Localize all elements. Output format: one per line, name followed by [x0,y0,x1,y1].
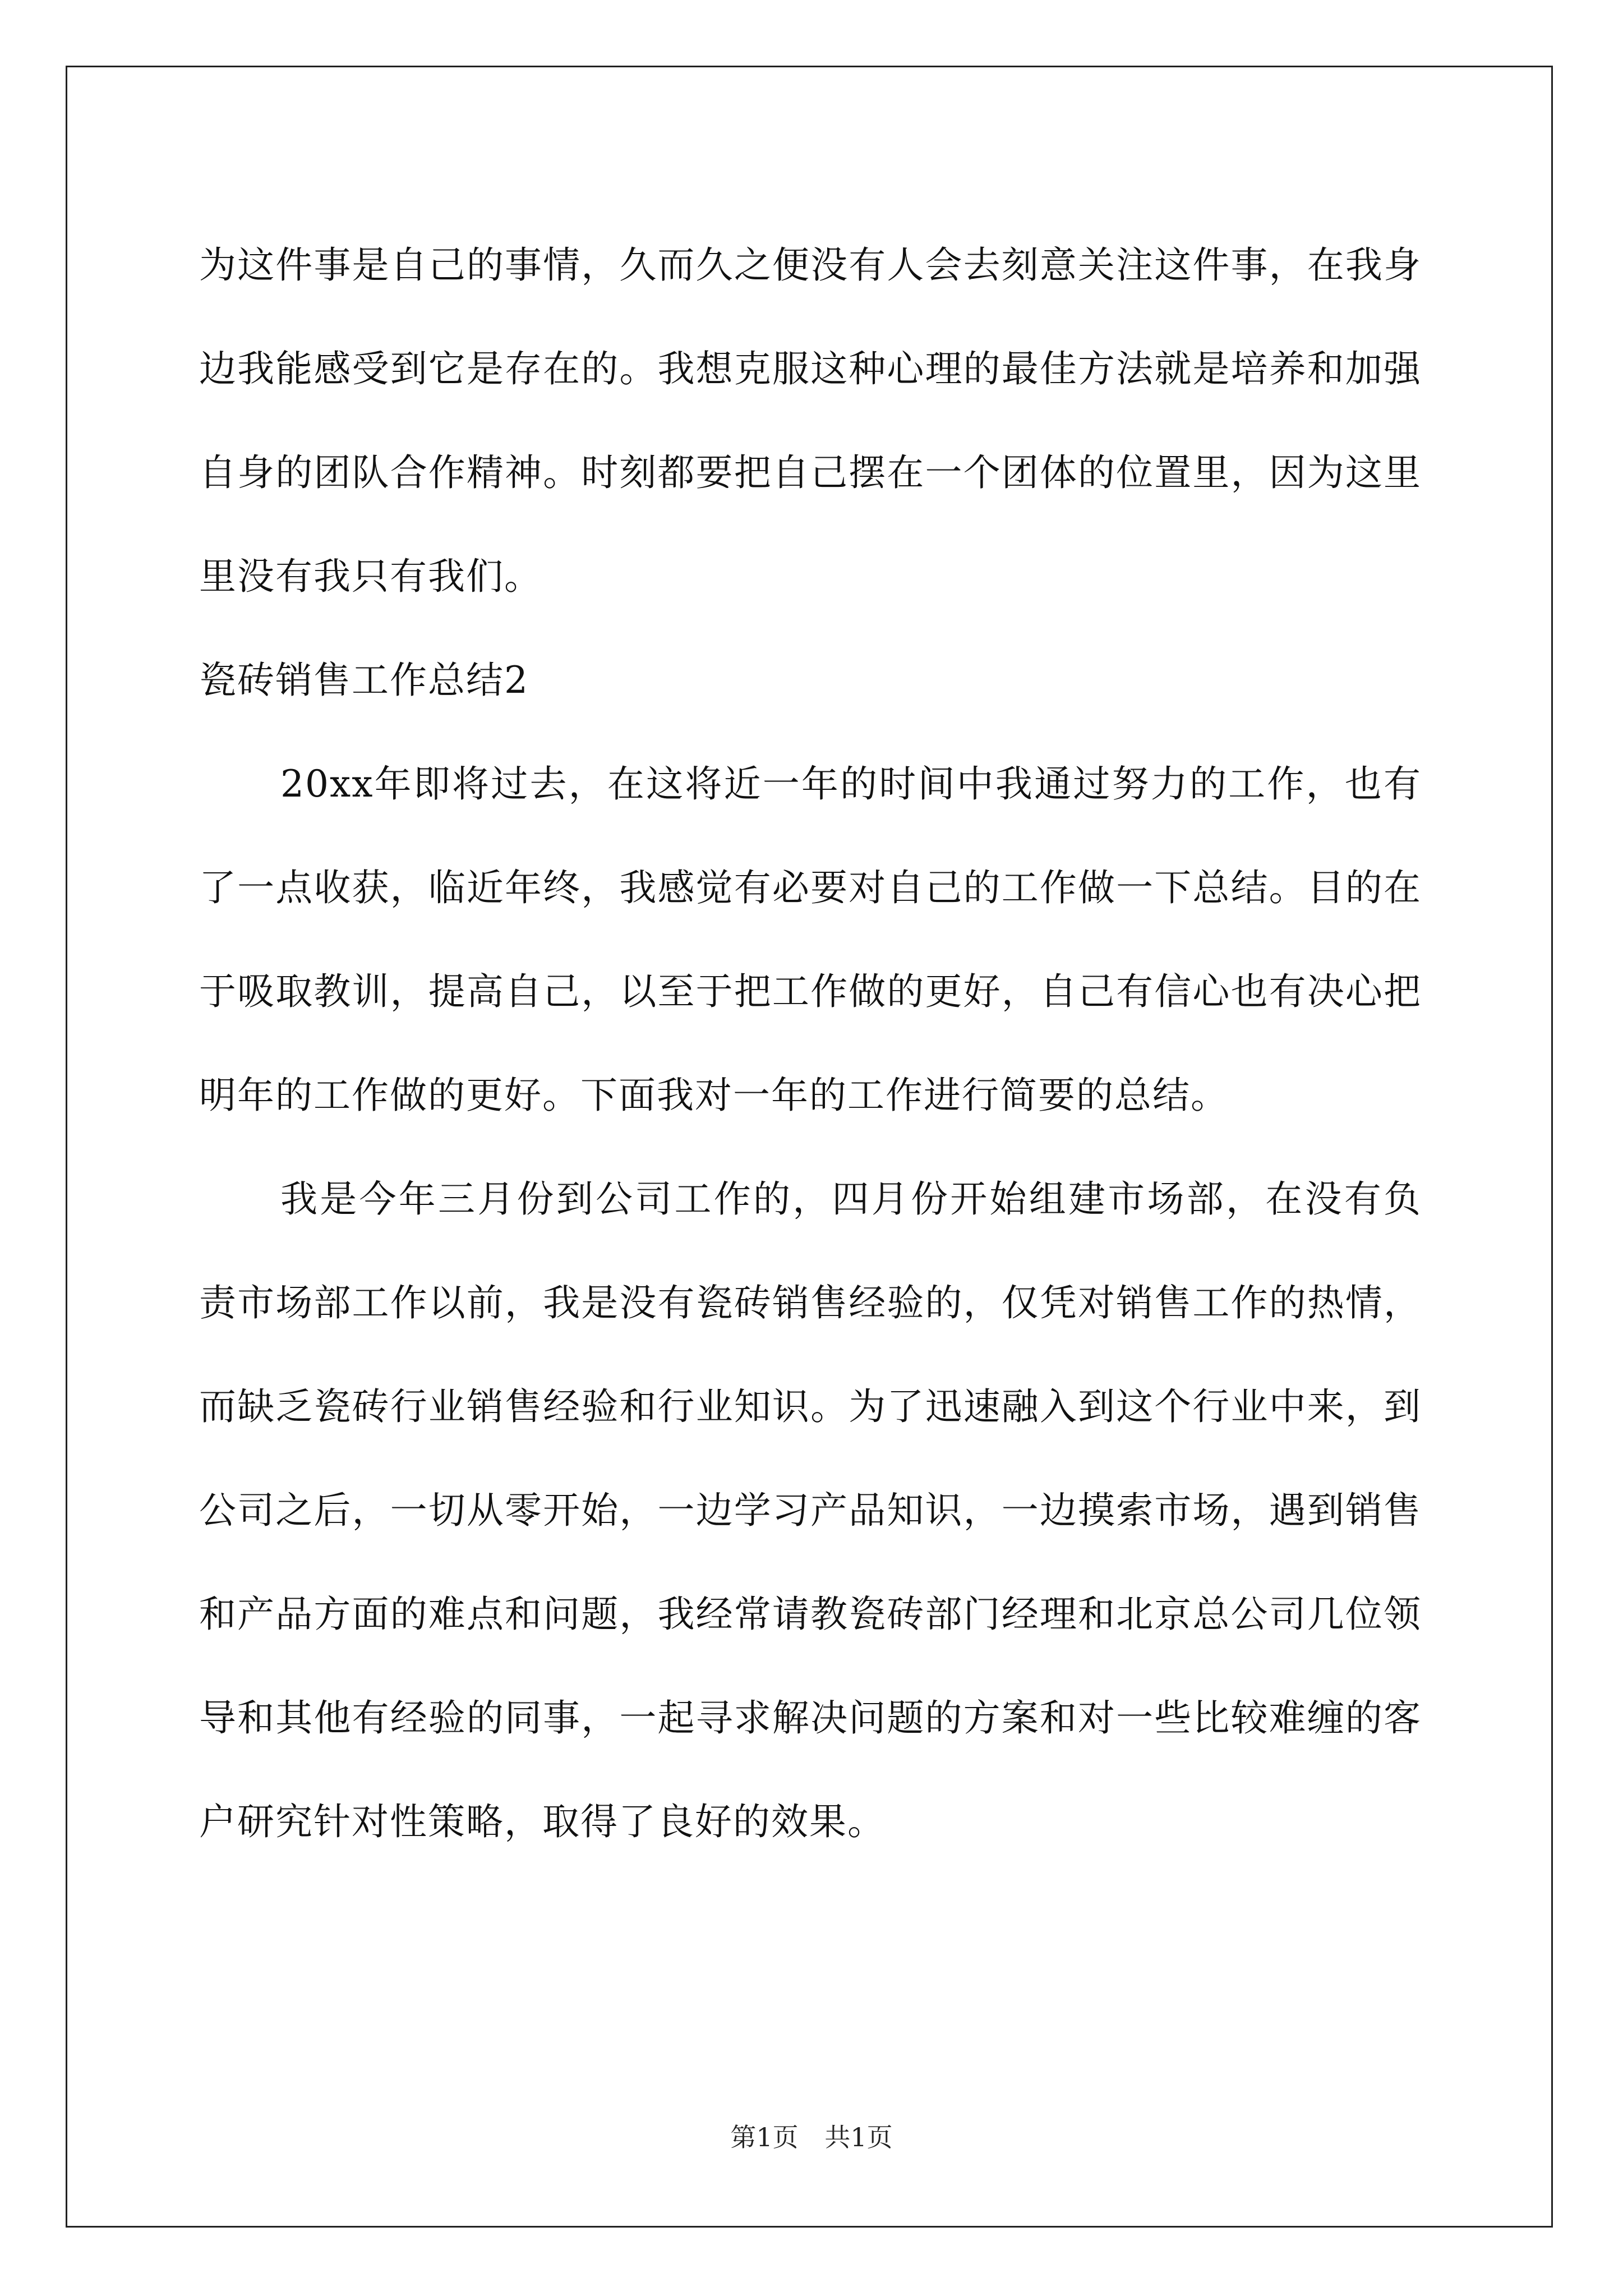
paragraph-continuation: 为这件事是自己的事情，久而久之便没有人会去刻意关注这件事，在我身边我能感受到它是存在的。我想克服这种心理的最佳方法就是培养和加强自身的团队合作精神。时刻都要把自己摆在一个团体的位置里，因为这里里没有我只有我们。 [199,243,1422,598]
paragraph-intro: 20xx年即将过去，在这将近一年的时间中我通过努力的工作，也有了一点收获，临近年终，我感觉有必要对自己的工作做一下总结。目的在于吸取教训，提高自己，以至于把工作做的更好，自己有信心也有决心把明年的工作做的更好。下面我对一年的工作进行简要的总结。 [199,762,1422,1117]
document-body [199,213,1422,1874]
page-footer [0,2120,1623,2154]
page-number-current: 第1页 [730,2122,799,2152]
section-heading: 瓷砖销售工作总结2 [199,659,529,702]
paragraph-experience: 我是今年三月份到公司工作的，四月份开始组建市场部，在没有负责市场部工作以前，我是没有瓷砖销售经验的，仅凭对销售工作的热情，而缺乏瓷砖行业销售经验和行业知识。为了迅速融入到这个行业中来，到公司之后，一切从零开始，一边学习产品知识，一边摸索市场，遇到销售和产品方面的难点和问题，我经常请教瓷砖部门经理和北京总公司几位领导和其他有经验的同事，一起寻求解决问题的方案和对一些比较难缠的客户研究针对性策略，取得了良好的效果。 [199,1177,1422,1843]
page-number-total: 共1页 [824,2122,893,2152]
